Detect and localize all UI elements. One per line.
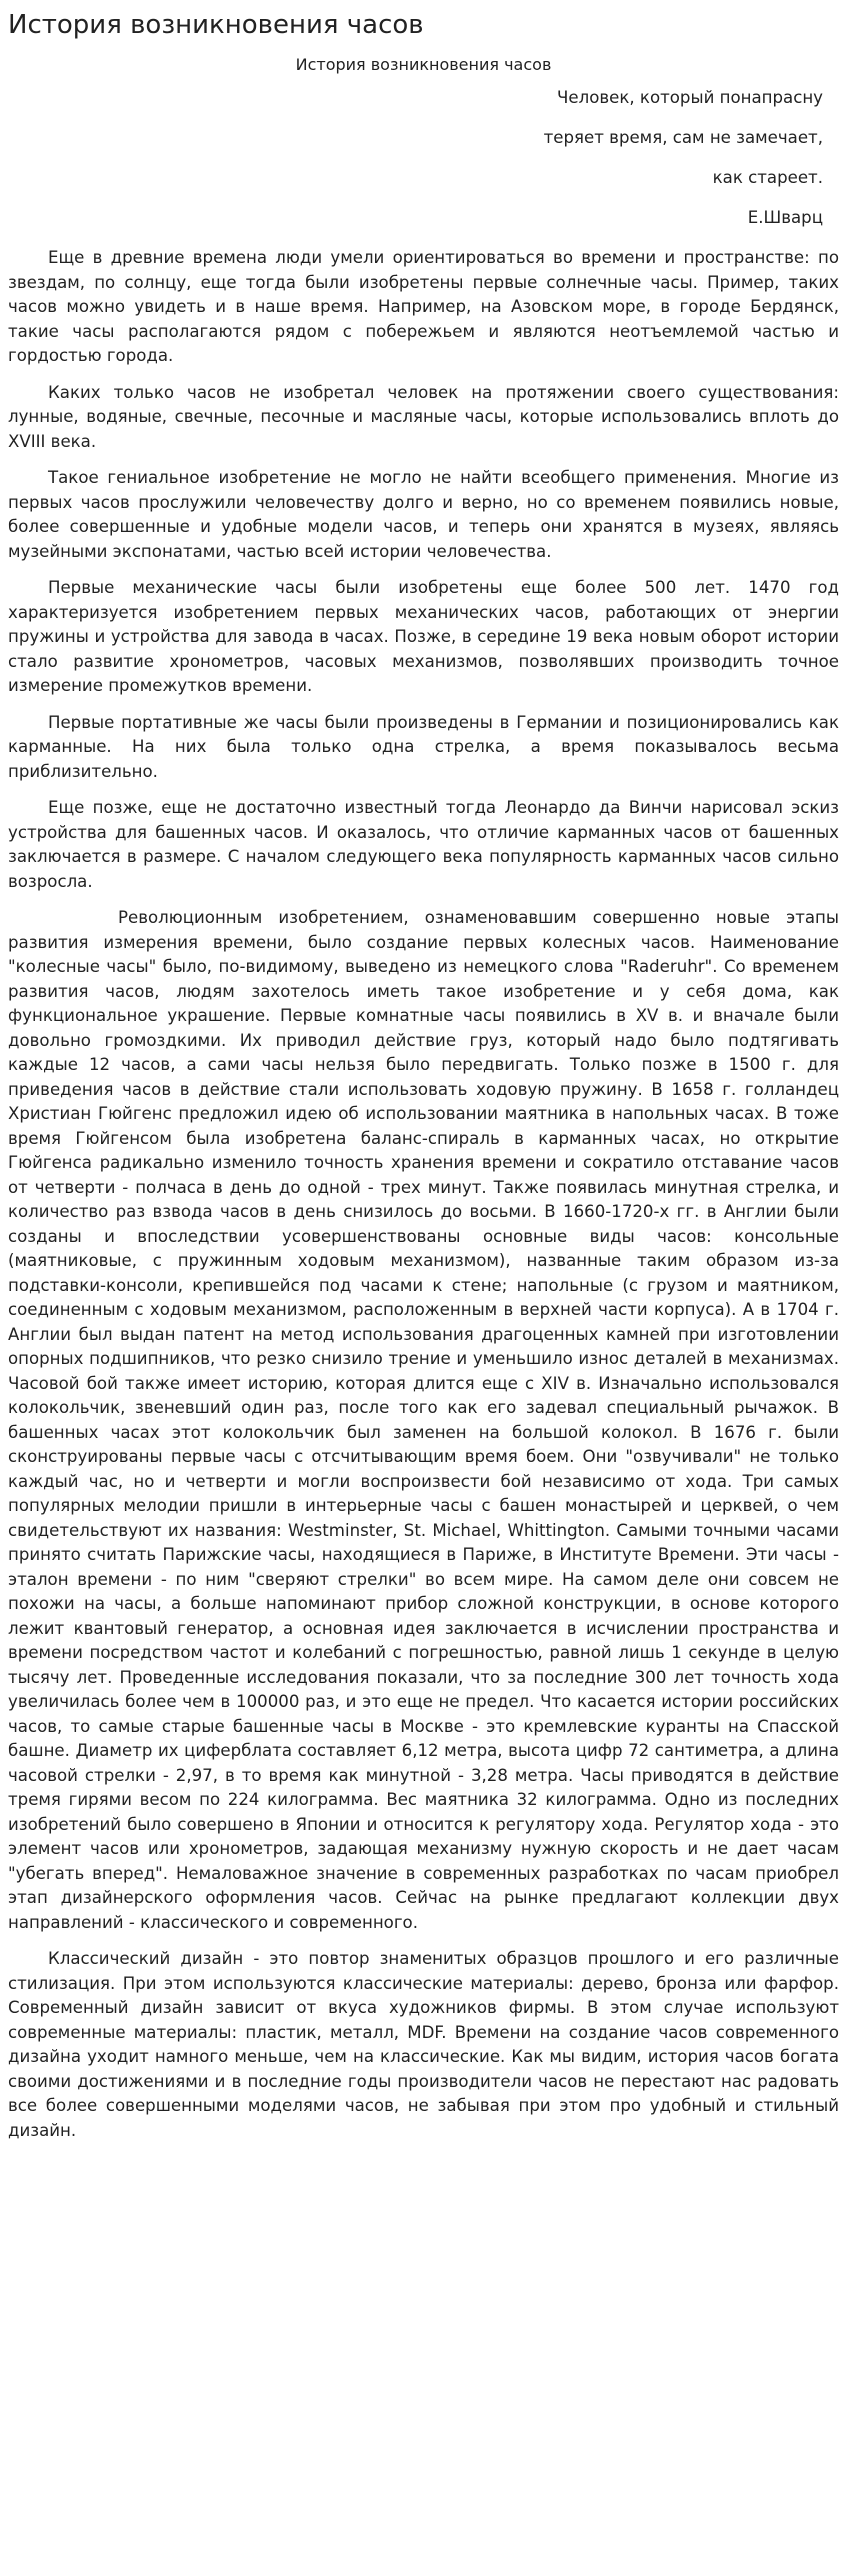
paragraph-8: Классический дизайн - это повтор знаменитых образцов прошлого и его различные стилизация. При этом используются классические материалы: дерево, бронза или фарфор. Современный дизайн зависит от вкуса художников фирмы. В этом случае используют современные материалы: пластик, металл, MDF. Времени на создание часов современного дизайна уходит намного меньше, чем на классические. Как мы видим, история часов богата своими достижениями и в последние годы производители часов не перестают нас радовать все более совершенными моделями часов, не забывая при этом про удобный и стильный дизайн. bbox=[8, 1949, 839, 2140]
paragraph-3: Такое гениальное изобретение не могло не найти всеобщего применения. Многие из первых часов прослужили человечеству долго и верно, но со временем появились новые, более совершенные и удобные модели часов, и теперь они хранятся в музеях, являясь музейными экспонатами, частью всей истории человечества. bbox=[8, 468, 839, 561]
epigraph-line: теряет время, сам не замечает, bbox=[543, 128, 823, 147]
epigraph-line: как стареет. bbox=[712, 168, 823, 187]
paragraph-6: Еще позже, еще не достаточно известный тогда Леонардо да Винчи нарисовал эскиз устройства для башенных часов. И оказалось, что отличие карманных часов от башенных заключается в размере. С началом следующего века популярность карманных часов сильно возросла. bbox=[8, 798, 839, 891]
article-body bbox=[8, 246, 839, 2143]
page-title: История возникновения часов bbox=[8, 10, 424, 40]
paragraph-5: Первые портативные же часы были произведены в Германии и позиционировались как карманные. На них была только одна стрелка, а время показывалось весьма приблизительно. bbox=[8, 712, 839, 781]
paragraph-7: Революционным изобретением, ознаменовавшим совершенно новые этапы развития измерения времени, было создание первых колесных часов. Наименование "колесные часы" было, по-видимому, выведено из немецкого слова "Raderuhr". Со временем развития часов, людям захотелось иметь такое изобретение и у себя дома, как функциональное украшение. Первые комнатные часы появились в XV в. и вначале были довольно громоздкими. Их приводил действие груз, который надо было подтягивать каждые 12 часов, а сами часы нельзя было передвигать. Только позже в 1500 г. для приведения часов в действие стали использовать ходовую пружину. В 1658 г. голландец Христиан Гюйгенс предложил идею об использовании маятника в напольных часах. В тоже время Гюйгенсом была изобретена баланс-спираль в карманных часах, но открытие Гюйгенса радикально изменило точность хранения времени и сократило отставание часов от четверти - полчаса в день до одной - трех минут. Также появилась минутная стрелка, и количество раз взвода часов в день снизилось до восьми. В 1660-1720-х гг. в Англии были созданы и впоследствии усовершенствованы основные виды часов: консольные (маятниковые, с пружинным ходовым механизмом), названные таким образом из-за подставки-консоли, крепившейся под часами к стене; напольные (с грузом и маятником, соединенным с ходовым механизмом, расположенным в верхней части корпуса). А в 1704 г. Англии был выдан патент на метод использования драгоценных камней при изготовлении опорных подшипников, что резко снизило трение и уменьшило износ деталей в механизмах. Часовой бой также имеет историю, которая длится еще с XIV в. Изначально использовался колокольчик, звеневший один раз, после того как его задевал специальный рычажок. В башенных часах этот колокольчик был заменен на большой колокол. В 1676 г. были сконструированы первые часы с отсчитывающим время боем. Они "озвучивали" не только каждый час, но и четверти и могли воспроизвести бой независимо от хода. Три самых популярных мелодии пришли в интерьерные часы с башен монастырей и церквей, о чем свидетельствуют их названия: Westminster, St. Michael, Whittington. Самыми точными часами принято считать Парижские часы, находящиеся в Париже, в Институте Времени. Эти часы - эталон времени - по ним "сверяют стрелки" во всем мире. На самом деле они совсем не похожи на часы, а больше напоминают прибор сложной конструкции, в основе которого лежит квантовый генератор, а основная идея заключается в исчислении пространства и времени посредством частот и колебаний с погрешностью, равной лишь 1 секунде в целую тысячу лет. Проведенные исследования показали, что за последние 300 лет точность хода увеличилась более чем в 100000 раз, и это еще не предел. Что касается истории российских часов, то самые старые башенные часы в Москве - это кремлевские куранты на Спасской башне. Диаметр их циферблата составляет 6,12 метра, высота цифр 72 сантиметра, а длина часовой стрелки - 2,97, в то время как минутной - 3,28 метра. Часы приводятся в действие тремя гирями весом по 224 килограмма. Вес маятника 32 килограмма. Одно из последних изобретений было совершено в Японии и относится к регулятору хода. Регулятор хода - это элемент часов или хронометров, задающая механизму нужную скорость и не дает часам "убегать вперед". Немаловажное значение в современных разработках по часам приобрел этап дизайнерского оформления часов. Сейчас на рынке предлагают коллекции двух направлений - классического и современного. bbox=[8, 908, 839, 1932]
paragraph-1: Еще в древние времена люди умели ориентироваться во времени и пространстве: по звездам, по солнцу, еще тогда были изобретены первые солнечные часы. Пример, таких часов можно увидеть и в наше время. Например, на Азовском море, в городе Бердянск, такие часы располагаются рядом с побережьем и являются неотъемлемой частью и гордостью города. bbox=[8, 248, 839, 365]
epigraph-line: Человек, который понапрасну bbox=[557, 88, 823, 107]
paragraph-4: Первые механические часы были изобретены еще более 500 лет. 1470 год характеризуется изобретением первых механических часов, работающих от энергии пружины и устройства для завода в часах. Позже, в середине 19 века новым оборот истории стало развитие хронометров, часовых механизмов, позволявших производить точное измерение промежутков времени. bbox=[8, 578, 839, 695]
epigraph-author: Е.Шварц bbox=[747, 208, 823, 227]
article-subtitle: История возникновения часов bbox=[295, 55, 552, 74]
epigraph bbox=[8, 86, 839, 230]
paragraph-2: Каких только часов не изобретал человек на протяжении своего существования: лунные, водяные, свечные, песочные и масляные часы, которые использовались вплоть до XVIII века. bbox=[8, 382, 839, 451]
